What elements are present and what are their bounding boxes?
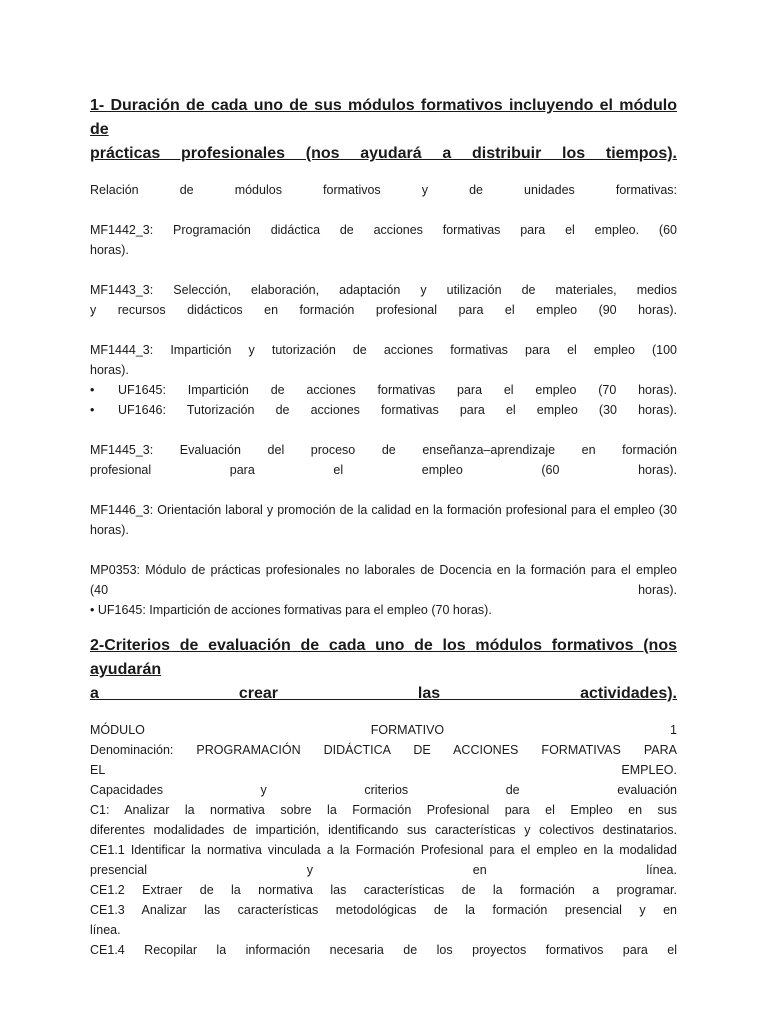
module-mf1445: MF1445_3: Evaluación del proceso de enseñanza–aprendizaje en formación [90,443,677,457]
module-mf1444: MF1444_3: Impartición y tutorización de acciones formativas para el empleo (100 [90,343,677,357]
list-item [90,380,677,400]
denominacion-cont: EL EMPLEO. [90,763,677,777]
module-mf1443-cont: y recursos didácticos en formación profesional para el empleo (90 horas). [90,303,677,317]
module-mp0353-unit: • UF1645: Impartición de acciones formativas para el empleo (70 horas). [90,603,492,617]
capacidades-heading: Capacidades y criterios de evaluación [90,783,677,797]
ce1-2-line: CE1.2 Extraer de la normativa las características de la formación a programar. [90,883,677,897]
list-item [90,400,677,420]
unit-uf1646: UF1646: Tutorización de acciones formativas para el empleo (30 horas). [118,403,677,417]
modulo-title: MÓDULO FORMATIVO 1 [90,723,677,737]
module-mf1446: MF1446_3: Orientación laboral y promoción de la calidad en la formación profesional para el empleo (30 [90,503,677,517]
unit-uf1645: UF1645: Impartición de acciones formativas para el empleo (70 horas). [118,383,677,397]
section-heading-duracion [90,94,677,166]
module-mf1442: MF1442_3: Programación didáctica de acciones formativas para el empleo. (60 [90,223,677,237]
module-mp0353: MP0353: Módulo de prácticas profesionales no laborales de Docencia en la formación para el empleo [90,563,677,577]
module-mf1445-cont: profesional para el empleo (60 horas). [90,463,677,477]
ce1-4-line: CE1.4 Recopilar la información necesaria de los proyectos formativos para el [90,943,677,957]
bullet-icon: • [90,383,95,397]
relacion-text: Relación de módulos formativos y de unidades formativas: [90,183,677,197]
ce1-1-line: CE1.1 Identificar la normativa vinculada a la Formación Profesional para el empleo en la modalidad [90,843,677,857]
c1-cont: diferentes modalidades de impartición, identificando sus características y colectivos destinatarios. [90,823,677,837]
ce1-3-line: CE1.3 Analizar las características metodológicas de la formación presencial y en [90,903,677,917]
ce1-1-cont: presencial y en línea. [90,863,677,877]
denominacion-line: Denominación: PROGRAMACIÓN DIDÁCTICA DE ACCIONES FORMATIVAS PARA [90,743,677,757]
heading-line: 2-Criterios de evaluación de cada uno de los módulos formativos (nos ayudarán [90,637,677,678]
document-body [90,94,677,960]
ce1-3-cont: línea. [90,923,121,937]
heading-line: 1- Duración de cada uno de sus módulos formativos incluyendo el módulo de [90,97,677,138]
module-mf1446-cont: horas). [90,523,129,537]
bullet-icon: • [90,403,95,417]
c1-line: C1: Analizar la normativa sobre la Formación Profesional para el Empleo en sus [90,803,677,817]
heading-line: prácticas profesionales (nos ayudará a distribuir los tiempos). [90,145,677,162]
module-mf1443: MF1443_3: Selección, elaboración, adaptación y utilización de materiales, medios [90,283,677,297]
module-mp0353-cont: (40 horas). [90,583,677,597]
heading-line: a crear las actividades). [90,685,677,702]
section-heading-criterios [90,634,677,706]
module-mf1444-cont: horas). [90,363,129,377]
module-mf1442-cont: horas). [90,243,129,257]
